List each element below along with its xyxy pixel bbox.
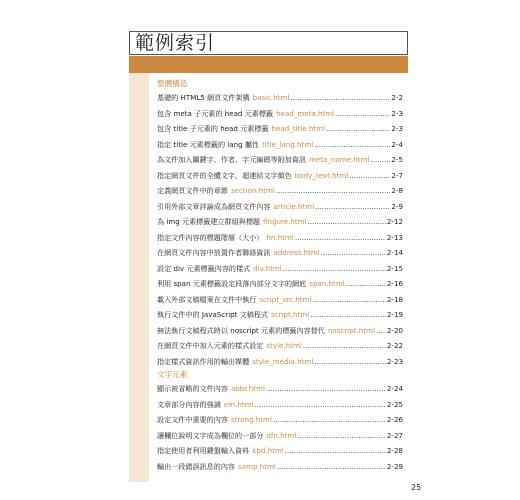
dot-leader: [297, 428, 386, 444]
entry-page: 2-27: [386, 430, 403, 440]
dot-leader: [266, 381, 386, 397]
entry-text: 為 img 元素標籤建立群組與標題: [157, 217, 261, 226]
entry-file: strong.html: [230, 415, 272, 424]
dot-leader: [290, 90, 390, 106]
entry-text: 執行文件中的 JavaScript 文稿程式: [157, 310, 269, 319]
index-entry: [157, 338, 403, 354]
entry-text: 設定 div 元素標籤內容的樣式: [157, 263, 251, 273]
index-entry: [157, 323, 403, 339]
entry-text: 包含 meta 子元素的 head 元素標籤: [157, 108, 274, 118]
section-heading: 整體構造: [157, 79, 188, 88]
dot-leader: [321, 245, 386, 261]
dot-leader: [346, 276, 386, 292]
entry-text: 定義網頁文件中的章節: [157, 186, 228, 195]
index-entry: [157, 459, 403, 475]
dot-leader: [370, 152, 390, 168]
entry-text: 讓欄位說明文字成為欄位的一部分: [157, 430, 264, 440]
index-entry: [157, 397, 403, 413]
side-stripe: [129, 73, 149, 482]
entry-page: 2-18: [386, 294, 403, 304]
index-entry: [157, 183, 403, 199]
dot-leader: [277, 459, 386, 475]
entry-file: em.html: [223, 399, 254, 409]
page-number: 25: [411, 483, 422, 492]
entry-file: dfn.html: [266, 430, 297, 440]
entry-file: body_text.html: [294, 170, 349, 180]
header-bar: [129, 56, 408, 73]
dot-leader: [314, 137, 390, 153]
entry-file: style.html: [266, 341, 302, 350]
entry-page: 2-26: [386, 415, 403, 424]
entry-text: 包含 title 子元素的 head 元素標籤: [157, 124, 269, 133]
entry-text: 載入外部文稿檔案在文件中執行: [157, 294, 257, 304]
dot-leader: [376, 323, 386, 339]
dot-leader: [310, 307, 386, 323]
entry-file: fingure.html: [263, 217, 307, 226]
dot-leader: [295, 230, 386, 246]
dot-leader: [303, 338, 386, 354]
entry-file: noscript.html: [327, 325, 375, 335]
index-entry: [157, 354, 403, 370]
entry-file: hn.html: [266, 232, 294, 242]
dot-leader: [308, 214, 386, 230]
entry-page: 2-23: [386, 356, 403, 366]
entry-text: 指定使用者利用鍵盤輸入資料: [157, 446, 250, 455]
entry-file: basic.html: [252, 93, 290, 102]
page-title: 範例索引: [135, 32, 216, 54]
index-entry: [157, 214, 403, 230]
entry-text: 設定文件中重要的內容: [157, 415, 228, 424]
entry-text: 指定文件內容的標題階層（大小）: [157, 232, 264, 242]
index-entry: [157, 276, 403, 292]
title-box: [129, 31, 408, 55]
entry-page: 2-28: [386, 446, 403, 455]
entry-file: div.html: [253, 263, 282, 273]
entry-text: 顯示被省略的文件內容: [157, 384, 228, 393]
dot-leader: [255, 397, 386, 413]
section-heading: 文字元素: [157, 370, 188, 379]
entry-page: 2-2: [391, 93, 403, 102]
entry-text: 利用 span 元素標籤設定段落內部分文字的網底: [157, 279, 307, 288]
entry-page: 2-9: [391, 201, 403, 211]
entry-page: 2-5: [391, 155, 403, 164]
index-entry: [157, 168, 403, 184]
index-entry: [157, 152, 403, 168]
dot-leader: [283, 261, 386, 277]
entry-page: 2-16: [386, 279, 403, 288]
index-entry: [157, 106, 403, 122]
entry-page: 2-20: [386, 325, 403, 335]
index-entry: [157, 230, 403, 246]
index-entry: [157, 292, 403, 308]
index-entry: [157, 412, 403, 428]
entry-text: 基礎的 HTML5 網頁文件架構: [157, 93, 250, 102]
entry-file: style_media.html: [252, 356, 314, 366]
entry-page: 2-15: [386, 263, 403, 273]
index-entry: [157, 261, 403, 277]
dot-leader: [314, 354, 386, 370]
entry-page: 2-8: [391, 186, 403, 195]
entry-file: samp.html: [238, 461, 276, 471]
index-entry: [157, 137, 403, 153]
entry-text: 指定網頁文件的全體文字、超連結文字顏色: [157, 170, 292, 180]
entry-text: 無法執行文稿程式時以 noscript 元素的標籤內容替代: [157, 325, 325, 335]
entry-page: 2-19: [386, 310, 403, 319]
entry-file: section.html: [230, 186, 275, 195]
entry-page: 2-12: [386, 217, 403, 226]
entry-file: head_meta.html: [276, 108, 335, 118]
entry-text: 指定樣式資訊作用的輸出媒體: [157, 356, 250, 366]
index-entry: [157, 428, 403, 444]
entry-page: 2-13: [386, 232, 403, 242]
entry-page: 2-29: [386, 461, 403, 471]
index-list: [157, 78, 403, 474]
entry-page: 2-3: [391, 108, 403, 118]
entry-text: 指定 title 元素標籤的 lang 屬性: [157, 139, 260, 149]
index-entry: [157, 245, 403, 261]
entry-text: 為文件加入關鍵字、作者、字元編碼等附加資訊: [157, 155, 306, 164]
dot-leader: [326, 121, 390, 137]
entry-file: kbd.html: [252, 446, 284, 455]
entry-page: 2-25: [386, 399, 403, 409]
entry-file: script_src.html: [259, 294, 312, 304]
entry-file: script.html: [271, 310, 310, 319]
entry-page: 2-14: [386, 248, 403, 257]
dot-leader: [335, 106, 390, 122]
entry-text: 在網頁文件內容中放置作者聯絡資訊: [157, 248, 271, 257]
entry-text: 輸出一段錯誤訊息的內容: [157, 461, 236, 471]
dot-leader: [349, 168, 390, 184]
entry-page: 2-4: [391, 139, 403, 149]
entry-file: address.html: [273, 248, 320, 257]
dot-leader: [273, 412, 386, 428]
entry-file: title_lang.html: [262, 139, 314, 149]
entry-page: 2-3: [391, 124, 403, 133]
entry-file: head_title.html: [271, 124, 326, 133]
index-entry: [157, 307, 403, 323]
entry-file: article.html: [273, 201, 315, 211]
index-entry: [157, 121, 403, 137]
index-entry: [157, 90, 403, 106]
entry-page: 2-22: [386, 341, 403, 350]
dot-leader: [315, 199, 390, 215]
entry-text: 引用外部文章評論成為網頁文件內容: [157, 201, 271, 211]
entry-file: meta_name.html: [308, 155, 370, 164]
index-entry: [157, 381, 403, 397]
entry-text: 文章部分內容的強調: [157, 399, 221, 409]
index-entry: [157, 443, 403, 459]
dot-leader: [312, 292, 385, 308]
entry-text: 在網頁文件中加入元素的樣式設定: [157, 341, 264, 350]
dot-leader: [276, 183, 391, 199]
entry-page: 2-7: [391, 170, 403, 180]
entry-file: span.html: [309, 279, 345, 288]
index-entry: [157, 199, 403, 215]
entry-file: abbr.html: [230, 384, 265, 393]
entry-page: 2-24: [386, 384, 403, 393]
dot-leader: [285, 443, 386, 459]
